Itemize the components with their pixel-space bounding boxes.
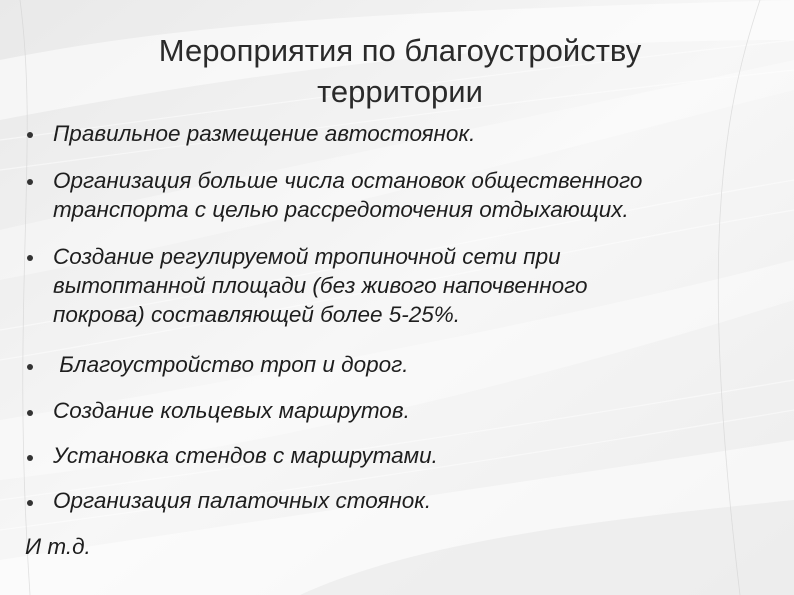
bullet-icon <box>27 132 33 138</box>
bullet-icon <box>27 364 33 370</box>
list-item-line: Установка стендов с маршрутами. <box>53 443 438 468</box>
list-item-text <box>53 396 793 425</box>
list-item-line: покрова) составляющей более 5-25%. <box>53 302 461 327</box>
list-item-line: вытоптанной площади (без живого напочвенного <box>53 273 588 298</box>
list-item-line: Организация больше числа остановок общественного <box>53 168 643 193</box>
list-item-line: Создание кольцевых маршрутов. <box>53 398 410 423</box>
bullet-icon <box>27 410 33 416</box>
bullet-icon <box>27 255 33 261</box>
bullet-icon <box>27 455 33 461</box>
bullet-icon <box>27 179 33 185</box>
list-item-line: Благоустройство троп и дорог. <box>53 352 409 377</box>
list-item-line: Организация палаточных стоянок. <box>53 488 432 513</box>
slide-title <box>60 30 740 112</box>
list-item-line: транспорта с целью рассредоточения отдыхающих. <box>53 197 629 222</box>
list-item-text <box>53 119 793 148</box>
list-item-line: Правильное размещение автостоянок. <box>53 121 476 146</box>
footer-text: И т.д. <box>25 534 91 559</box>
title-line-1: Мероприятия по благоустройству <box>158 33 642 68</box>
list-item-text <box>53 350 793 379</box>
list-item-text <box>53 441 793 470</box>
list-item-text <box>53 242 793 329</box>
title-line-2: территории <box>317 74 483 109</box>
list-item-text <box>53 486 793 515</box>
bullet-icon <box>27 500 33 506</box>
list-item-text <box>53 166 793 224</box>
list-item-line: Создание регулируемой тропиночной сети при <box>53 244 561 269</box>
